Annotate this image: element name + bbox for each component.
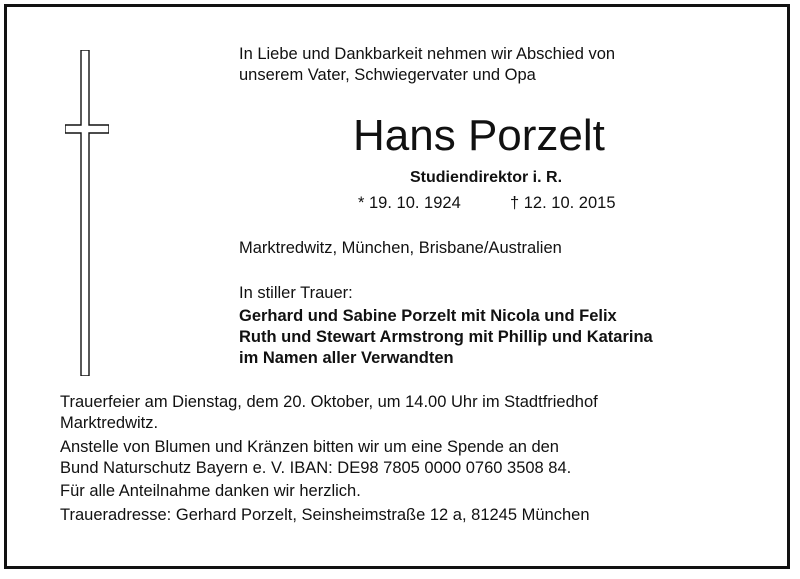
mourner-line: Gerhard und Sabine Porzelt mit Nicola und Felix [239, 307, 617, 325]
mourner-line: Ruth und Stewart Armstrong mit Phillip und Katarina [239, 328, 653, 346]
birth-date: * 19. 10. 1924 [358, 194, 461, 212]
cross-icon [65, 50, 109, 376]
deceased-name: Hans Porzelt [353, 111, 605, 160]
intro-line-1: In Liebe und Dankbarkeit nehmen wir Abschied von [239, 45, 616, 63]
thanks-line: Für alle Anteilnahme danken wir herzlich. [60, 482, 361, 500]
funeral-line-1: Trauerfeier am Dienstag, dem 20. Oktober, um 14.00 Uhr im Stadtfriedhof [60, 393, 598, 411]
deceased-title: Studiendirektor i. R. [410, 169, 563, 186]
obituary-notice [4, 4, 790, 569]
donation-line-2: Bund Naturschutz Bayern e. V. IBAN: DE98 7805 0000 0760 3508 84. [60, 459, 572, 477]
mourner-line: im Namen aller Verwandten [239, 349, 454, 367]
intro-line-2: unserem Vater, Schwiegervater und Opa [239, 66, 536, 84]
death-date: † 12. 10. 2015 [510, 194, 616, 212]
address-line: Traueradresse: Gerhard Porzelt, Seinsheimstraße 12 a, 81245 München [60, 506, 590, 524]
funeral-line-2: Marktredwitz. [60, 414, 159, 432]
donation-line-1: Anstelle von Blumen und Kränzen bitten wir um eine Spende an den [60, 438, 559, 456]
places: Marktredwitz, München, Brisbane/Australien [239, 239, 562, 257]
mourners-heading: In stiller Trauer: [239, 284, 353, 302]
